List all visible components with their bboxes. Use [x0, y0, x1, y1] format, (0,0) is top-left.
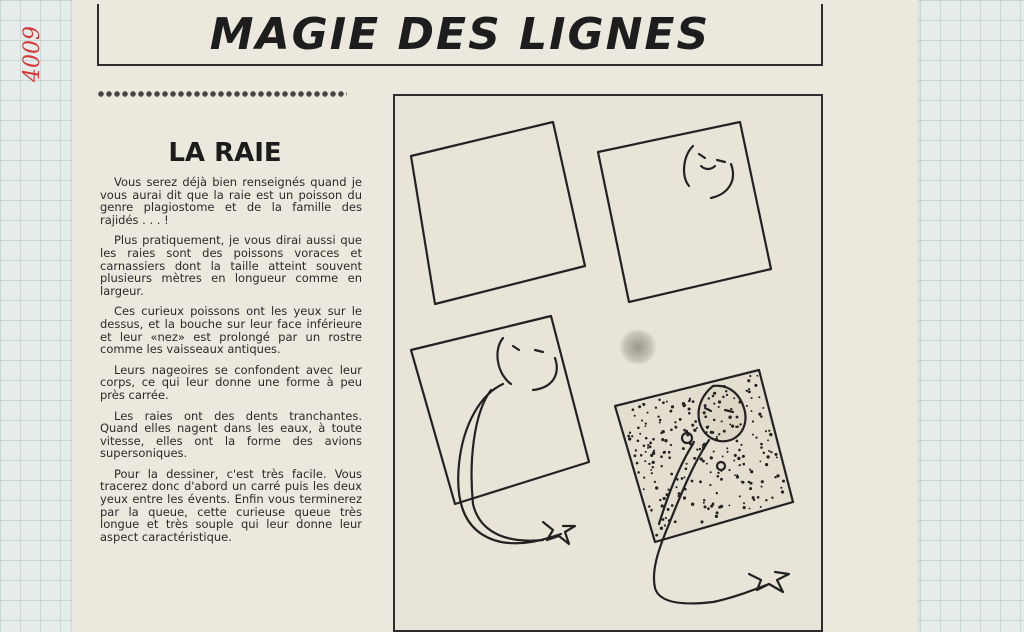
ray-spot	[749, 508, 751, 510]
ray-spot	[703, 502, 705, 504]
ray-spot	[637, 427, 640, 430]
ray-spot	[707, 425, 709, 427]
ray-spot	[671, 405, 674, 408]
handwritten-note: 4009	[20, 26, 45, 82]
ray-spot	[637, 471, 640, 474]
paragraph-2: Plus pratiquement, je vous dirai aussi que les raies sont des poissons voraces et carnassiers dont la taille atteint souvent plusieurs mètres en longueur comme en largeur.	[100, 233, 362, 298]
ray-spot	[660, 465, 662, 467]
ray-spot	[643, 488, 645, 490]
ray-spot	[670, 473, 673, 476]
ray-spot	[715, 515, 718, 518]
ray-spot	[667, 489, 669, 491]
ray-spot	[703, 443, 706, 446]
ray-spot	[748, 390, 751, 393]
ray-spot	[758, 412, 761, 415]
ray-spot	[752, 496, 755, 499]
ray-spot	[691, 424, 694, 427]
ray-spot	[660, 432, 662, 434]
ray-spot	[708, 397, 710, 399]
ray-spot	[648, 505, 651, 508]
ray-spot	[666, 401, 668, 403]
ray-spot	[655, 534, 658, 537]
ray-spot	[760, 486, 762, 488]
ray-spot	[661, 504, 664, 507]
ray-spot	[723, 385, 725, 387]
ray-spot	[765, 430, 767, 432]
ray-spot	[636, 462, 639, 465]
ray-spot	[765, 463, 768, 466]
ray-spot	[760, 446, 763, 449]
page-title: MAGIE DES LIGNES	[209, 8, 711, 60]
ray-spot	[767, 439, 769, 441]
ray-spot	[688, 412, 691, 415]
ray-spot	[669, 410, 672, 413]
ray-spot	[710, 471, 712, 473]
ray-spot	[647, 447, 649, 449]
ray-spot	[781, 490, 784, 493]
ray-spot	[667, 508, 670, 511]
ray-spot	[682, 402, 685, 405]
ray-spot	[720, 505, 723, 508]
ray-spot	[691, 480, 694, 483]
ray-spot	[662, 401, 665, 404]
ray-spot	[686, 463, 688, 465]
ray-spot	[664, 524, 666, 526]
ray-spot	[629, 432, 631, 434]
ray-spot	[710, 431, 713, 434]
ray-spot	[747, 379, 750, 382]
ray-spot	[746, 390, 748, 392]
ray-spot	[663, 497, 666, 500]
ray-spot	[658, 399, 661, 402]
ray-spot	[707, 507, 710, 510]
ray-spot	[659, 419, 662, 422]
ray-spot	[715, 438, 718, 441]
ray-spot	[665, 517, 667, 519]
ray-spot	[739, 423, 741, 425]
ray-spot	[776, 474, 779, 477]
ray-spot	[664, 451, 666, 453]
ray-spot	[716, 511, 719, 514]
ray-spot	[720, 469, 722, 471]
ray-spot	[662, 518, 665, 521]
ray-spot	[652, 466, 654, 468]
ray-spot	[671, 504, 674, 507]
ray-spot	[652, 438, 655, 441]
ray-spot	[749, 487, 752, 490]
ray-spot	[717, 472, 719, 474]
ray-spot	[655, 407, 657, 409]
ray-spot	[696, 427, 698, 429]
ray-spot	[731, 424, 734, 427]
ray-spot	[655, 486, 658, 489]
ray-spot	[652, 461, 655, 464]
ray-spot	[666, 493, 669, 496]
ray-spot	[742, 455, 745, 458]
ray-spot	[750, 482, 753, 485]
ray-spot	[774, 453, 777, 456]
ray-spot	[768, 450, 770, 452]
step-2-eyes	[598, 122, 771, 302]
ray-spot	[760, 415, 763, 418]
ray-spot	[668, 456, 671, 459]
ray-spot	[686, 433, 689, 436]
ray-spot	[722, 396, 725, 399]
paragraph-3: Ces curieux poissons ont les yeux sur le dessus, et la bouche sur leur face inférieure et leur «nez» est prolongé par un rostre comme les vaisseaux antiques.	[100, 304, 362, 357]
ray-spot	[749, 468, 751, 470]
ray-spot	[694, 420, 697, 423]
ray-spot	[704, 404, 707, 407]
ray-spot	[716, 492, 718, 494]
ray-spot	[769, 433, 772, 436]
ray-spot	[718, 400, 721, 403]
ray-spot	[688, 407, 691, 410]
ray-spot	[755, 437, 757, 439]
ray-spot	[709, 484, 711, 486]
ray-spot	[685, 467, 688, 470]
ray-spot	[645, 451, 647, 453]
ray-spot	[774, 476, 776, 478]
ray-spot	[720, 478, 723, 481]
ray-spot	[742, 463, 745, 466]
ray-spot	[644, 460, 646, 462]
ray-spot	[742, 481, 745, 484]
ray-spot	[730, 408, 732, 410]
ray-spot	[668, 519, 671, 522]
ray-spot	[721, 420, 723, 422]
article-body	[100, 176, 362, 551]
ray-spot	[718, 433, 720, 435]
ray-spot	[638, 405, 641, 408]
ray-spot	[688, 400, 690, 402]
ray-spot	[706, 431, 708, 433]
ray-spot	[702, 447, 705, 450]
ray-spot	[628, 437, 631, 440]
ray-spot	[713, 403, 715, 405]
ray-spot	[692, 400, 695, 403]
ray-spot	[659, 421, 661, 423]
ray-spot	[748, 388, 750, 390]
ray-spot	[728, 469, 730, 471]
ray-spot	[728, 416, 731, 419]
ray-spot	[646, 412, 648, 414]
ray-spot	[726, 447, 728, 449]
ray-spot	[770, 451, 772, 453]
ray-spot	[712, 502, 714, 504]
ray-spot	[660, 455, 663, 458]
ray-spot	[718, 406, 720, 408]
ray-spot	[746, 405, 748, 407]
ray-spot	[754, 384, 757, 387]
ray-spot	[660, 527, 663, 530]
ray-spot	[661, 439, 663, 441]
ray-spot	[632, 408, 635, 411]
ray-spot	[684, 488, 687, 491]
ray-spot	[647, 444, 649, 446]
ray-spot	[679, 418, 682, 421]
article-heading: LA RAIE	[168, 138, 282, 168]
ray-spot	[710, 456, 713, 459]
ray-spot	[760, 506, 762, 508]
ray-spot	[645, 425, 647, 427]
ray-spot	[736, 416, 739, 419]
step-3-tail	[411, 316, 589, 544]
ray-spot	[683, 429, 686, 432]
ray-spot	[674, 421, 676, 423]
ray-spot	[645, 437, 648, 440]
ray-spot	[703, 499, 705, 501]
ray-spot	[763, 452, 765, 454]
ray-spot	[699, 448, 701, 450]
ray-spot	[734, 474, 736, 476]
ray-spot	[725, 390, 727, 392]
ray-spot	[712, 395, 715, 398]
ray-spot	[627, 435, 630, 438]
ray-spot	[634, 415, 636, 417]
ray-spot	[733, 460, 735, 462]
ray-spot	[691, 503, 694, 506]
ray-spot	[652, 452, 655, 455]
ray-spot	[728, 504, 730, 506]
ray-spot	[759, 460, 761, 462]
ray-spot	[657, 416, 659, 418]
ray-spot	[762, 407, 764, 409]
ray-spot	[704, 415, 707, 418]
ray-spot	[670, 444, 672, 446]
ray-spot	[713, 451, 715, 453]
ray-spot	[643, 476, 645, 478]
ray-spot	[654, 481, 656, 483]
ray-spot	[677, 495, 679, 497]
ray-spot	[674, 520, 677, 523]
ray-spot	[634, 454, 637, 457]
ray-spot	[681, 477, 684, 480]
ray-spot	[782, 480, 785, 483]
ray-spot	[752, 434, 754, 436]
ray-spot	[726, 451, 728, 453]
paragraph-6: Pour la dessiner, c'est très facile. Vous tracerez donc d'abord un carré puis les deux yeux entre les évents. Enfin vous terminerez par la queue, cette curieuse queue très longue et très souple qui leur donne leur aspect caractéristique.	[100, 466, 362, 544]
ray-spot	[713, 392, 716, 395]
ray-spot	[751, 410, 753, 412]
ray-spot	[642, 403, 645, 406]
ray-spot	[740, 444, 742, 446]
ray-spot	[635, 449, 637, 451]
ray-spot	[761, 443, 763, 445]
ray-spot	[643, 445, 646, 448]
ray-spot	[736, 475, 739, 478]
ray-spot	[704, 505, 707, 508]
ray-spot	[716, 475, 719, 478]
ray-spot	[766, 455, 769, 458]
ray-spot	[696, 448, 698, 450]
ray-spot	[631, 435, 633, 437]
ray-spot	[693, 429, 696, 432]
ray-spot	[650, 469, 652, 471]
ray-spot	[758, 396, 760, 398]
ray-spot	[765, 499, 767, 501]
ray-spot	[733, 397, 735, 399]
ray-spot	[677, 479, 679, 481]
ray-spot	[700, 520, 703, 523]
ray-spot	[640, 454, 643, 457]
ray-spot	[757, 496, 760, 499]
ray-spot	[737, 457, 740, 460]
ray-spot	[735, 426, 737, 428]
ray-spot	[743, 506, 746, 509]
ray-spot	[756, 375, 758, 377]
ray-spot	[648, 463, 650, 465]
ray-spot	[639, 433, 641, 435]
ray-spot	[761, 480, 764, 483]
paragraph-1: Vous serez déjà bien renseignés quand je vous aurai dit que la raie est un poisson du genre plagiostome et de la famille des rajidés . . . !	[100, 175, 362, 227]
ray-spot	[706, 463, 708, 465]
ray-spot	[670, 428, 673, 431]
ray-spot	[734, 454, 737, 457]
paragraph-4: Leurs nageoires se confondent avec leur corps, ce qui leur donne une forme à peu près carrée.	[100, 362, 362, 402]
ray-spot	[659, 499, 661, 501]
ray-spot	[645, 422, 647, 424]
paragraph-5: Les raies ont des dents tranchantes. Quand elles nagent dans les eaux, à toute vitesse, elles ont la forme des avions supersoniques.	[100, 408, 362, 461]
ray-spot	[713, 419, 716, 422]
ray-spot	[674, 426, 677, 429]
ray-spot	[716, 436, 718, 438]
ray-spot	[664, 439, 667, 442]
step-1-square	[411, 122, 585, 304]
ray-spot	[692, 441, 695, 444]
ray-spot	[722, 455, 724, 457]
ray-spot	[683, 496, 686, 499]
ray-spot	[738, 449, 741, 452]
ray-spot	[752, 420, 754, 422]
ray-spot	[739, 464, 741, 466]
ray-spot	[637, 440, 640, 443]
ray-spot	[749, 375, 751, 377]
ray-spot	[689, 442, 692, 445]
ray-spot	[723, 430, 726, 433]
ray-spot	[751, 397, 753, 399]
ray-spot	[729, 423, 731, 425]
ray-spot	[675, 486, 677, 488]
ray-drawing-steps	[393, 94, 819, 628]
ray-spot	[703, 411, 706, 414]
ray-spot	[736, 440, 739, 443]
decorative-dotted-rule	[97, 89, 347, 99]
ray-spot	[682, 447, 685, 450]
ray-spot	[699, 480, 702, 483]
ray-spot	[710, 505, 713, 508]
ray-spot	[651, 472, 653, 474]
ray-spot	[684, 476, 686, 478]
ray-spot	[693, 457, 696, 460]
ray-spot	[668, 451, 671, 454]
ray-spot	[780, 487, 782, 489]
title-box	[97, 4, 823, 66]
ray-spot	[750, 470, 753, 473]
ray-spot	[776, 456, 778, 458]
ray-spot	[726, 394, 728, 396]
ray-spot	[641, 420, 643, 422]
ray-spot	[653, 450, 655, 452]
ray-spot	[649, 441, 652, 444]
ray-spot	[678, 492, 681, 495]
ray-spot	[739, 495, 741, 497]
ray-spot	[702, 430, 704, 432]
ray-spot	[651, 510, 653, 512]
ray-spot	[739, 401, 741, 403]
ray-spot	[771, 496, 773, 498]
ray-spot	[768, 430, 770, 432]
ray-spot	[702, 460, 705, 463]
ray-spot	[743, 502, 745, 504]
